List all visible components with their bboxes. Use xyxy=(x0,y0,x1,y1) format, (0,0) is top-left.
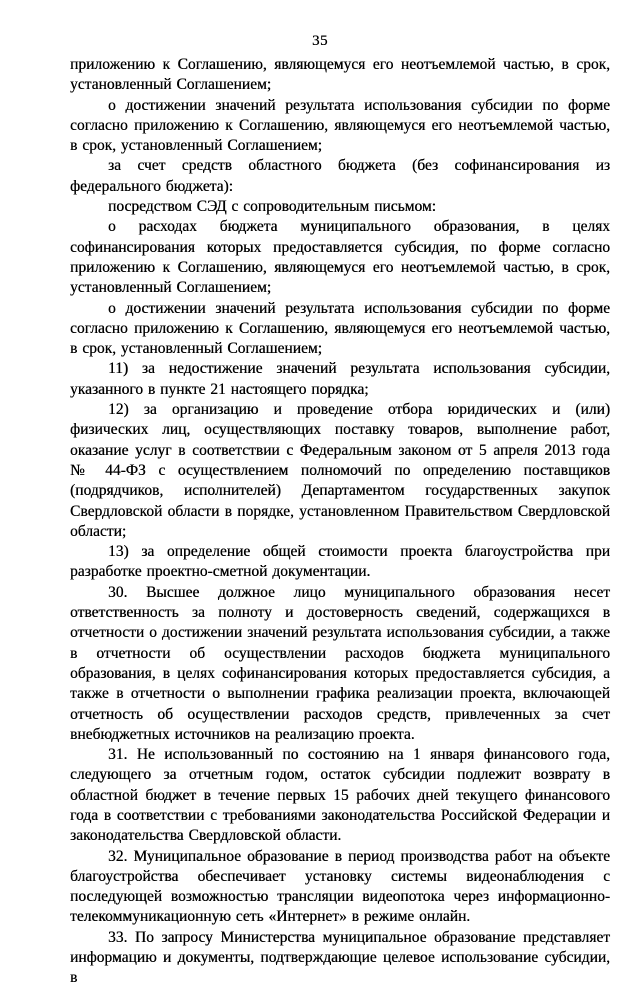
paragraph: 33. По запросу Министерства муниципальное образование представляет информацию и документы, подтверждающие целевое использование субсидии, в xyxy=(70,928,610,987)
document-body xyxy=(70,55,610,989)
paragraph: 31. Не использованный по состоянию на 1 января финансового года, следующего за отчетным годом, остаток субсидии подлежит возврату в областной бюджет в течение первых 15 рабочих дней текущего финансового года в соответствии с требованиями законодательства Российской Федерации и законодательства Свердловской области. xyxy=(70,746,610,845)
paragraph: 12) за организацию и проведение отбора юридических и (или) физических лиц, осуществляющих поставку товаров, выполнение работ, оказание услуг в соответствии с Федеральным законом от 5 апреля 2013 года № 44-ФЗ с осуществлением полномочий по определению поставщиков (подрядчиков, исполнителей) Департаментом государственных закупок Свердловской области в порядке, установленном Правительством Свердловской области; xyxy=(70,401,610,540)
paragraph: о расходах бюджета муниципального образования, в целях софинансирования которых предоставляется субсидия, по форме согласно приложению к Соглашению, являющемуся его неотъемлемой частью, в срок, установленный Соглашением; xyxy=(70,218,610,297)
paragraph: 11) за недостижение значений результата использования субсидии, указанного в пункте 21 настоящего порядка; xyxy=(70,360,610,398)
paragraph: приложению к Соглашению, являющемуся его неотъемлемой частью, в срок, установленный Соглашением; xyxy=(70,56,610,94)
paragraph: о достижении значений результата использования субсидии по форме согласно приложению к Соглашению, являющемуся его неотъемлемой частью, в срок, установленный Соглашением; xyxy=(70,299,610,358)
paragraph: посредством СЭД с сопроводительным письмом: xyxy=(108,198,436,216)
paragraph: 32. Муниципальное образование в период производства работ на объекте благоустройства обеспечивает установку системы видеонаблюдения с последующей возможностью трансляции видеопотока через информационно-телекоммуникационную сеть «Интернет» в режиме онлайн. xyxy=(70,847,610,926)
paragraph: за счет средств областного бюджета (без софинансирования из федерального бюджета): xyxy=(70,157,610,195)
page-number: 35 xyxy=(312,33,328,49)
paragraph: 13) за определение общей стоимости проекта благоустройства при разработке проектно-сметной документации. xyxy=(70,543,610,581)
paragraph: о достижении значений результата использования субсидии по форме согласно приложению к Соглашению, являющемуся его неотъемлемой частью, в срок, установленный Соглашением; xyxy=(70,96,610,155)
paragraph: 30. Высшее должное лицо муниципального образования несет ответственность за полноту и достоверность сведений, содержащихся в отчетности о достижении значений результата использования субсидии, а также в отчетности об осуществлении расходов бюджета муниципального образования, в целях софинансирования которых предоставляется субсидия, а также в отчетности о выполнении графика реализации проекта, включающей отчетность об осуществлении расходов средств, привлеченных за счет внебюджетных источников на реализацию проекта. xyxy=(70,583,610,743)
